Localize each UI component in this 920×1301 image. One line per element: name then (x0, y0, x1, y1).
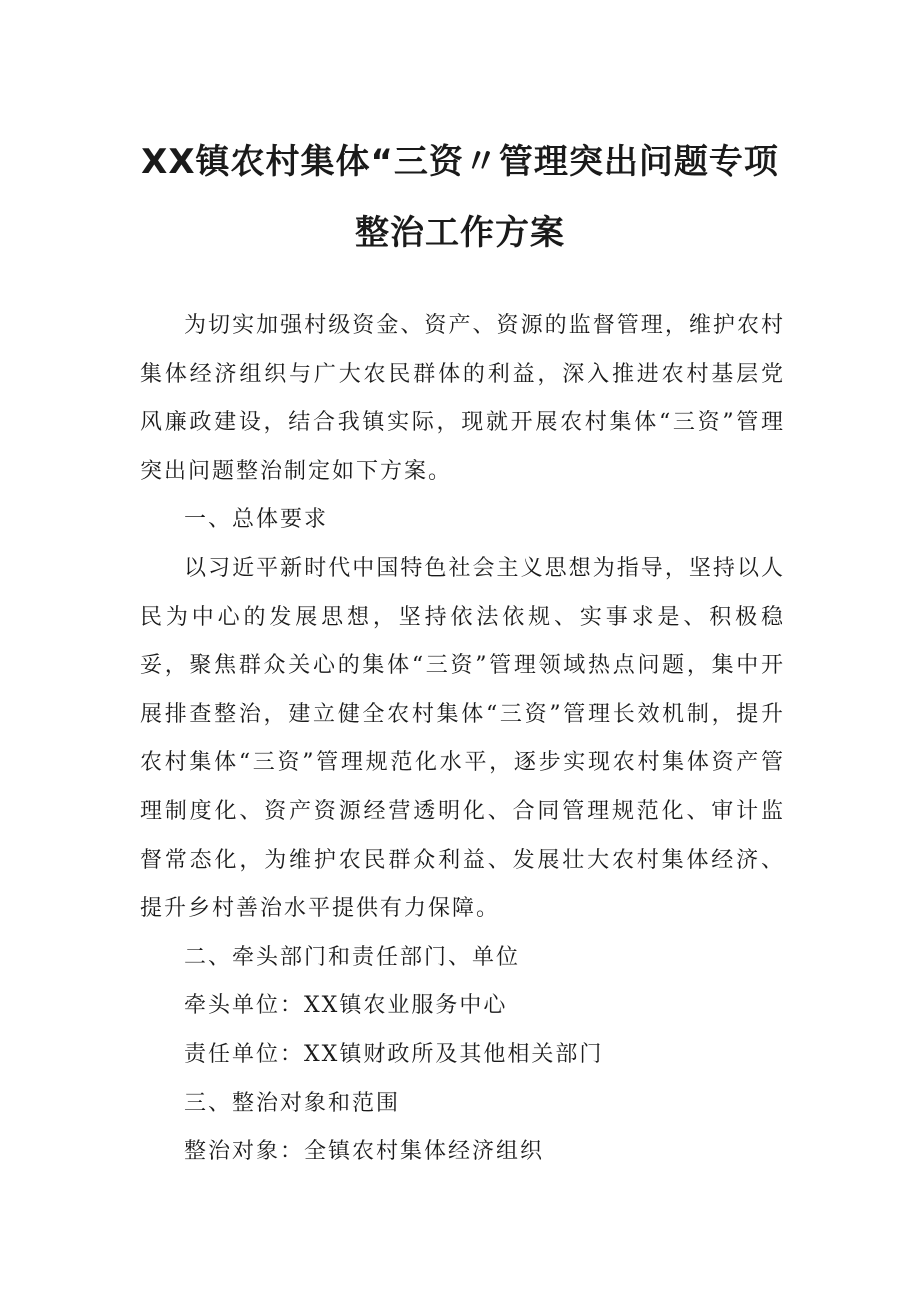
document-title-line-2: 整治工作方案 (355, 213, 565, 253)
lead-unit-line: 牵头单位：XX镇农业服务中心 (184, 993, 508, 1019)
target-line: 整治对象：全镇农村集体经济组织 (184, 1139, 545, 1165)
responsible-unit-line: 责任单位：XX镇财政所及其他相关部门 (184, 1041, 604, 1067)
general-requirements-paragraph: 以习近平新时代中国特色社会主义思想为指导，坚持以人民为中心的发展思想，坚持依法依规、实事求是、积极稳妥，聚焦群众关心的集体“三资”管理领域热点问题，集中开展排查整治，建立健全农村集体“三资”管理长效机制，提升农村集体“三资”管理规范化水平，逐步实现农村集体资产管理制度化、资产资源经营透明化、合同管理规范化、审计监督常态化，为维护农民群众利益、发展壮大农村集体经济、提升乡村善治水平提供有力保障。 (140, 555, 785, 922)
section-heading-departments: 二、牵头部门和责任部门、单位 (184, 944, 521, 970)
document-body (140, 302, 785, 1177)
document-title-line-1: XX镇农村集体“三资〃管理突出问题专项 (141, 142, 779, 182)
intro-paragraph: 为切实加强村级资金、资产、资源的监督管理，维护农村集体经济组织与广大农民群体的利益，深入推进农村基层党风廉政建设，结合我镇实际，现就开展农村集体“三资”管理突出问题整治制定如下方案。 (140, 313, 785, 484)
section-heading-scope: 三、整治对象和范围 (184, 1090, 401, 1116)
section-heading-general-requirements: 一、总体要求 (184, 507, 329, 533)
